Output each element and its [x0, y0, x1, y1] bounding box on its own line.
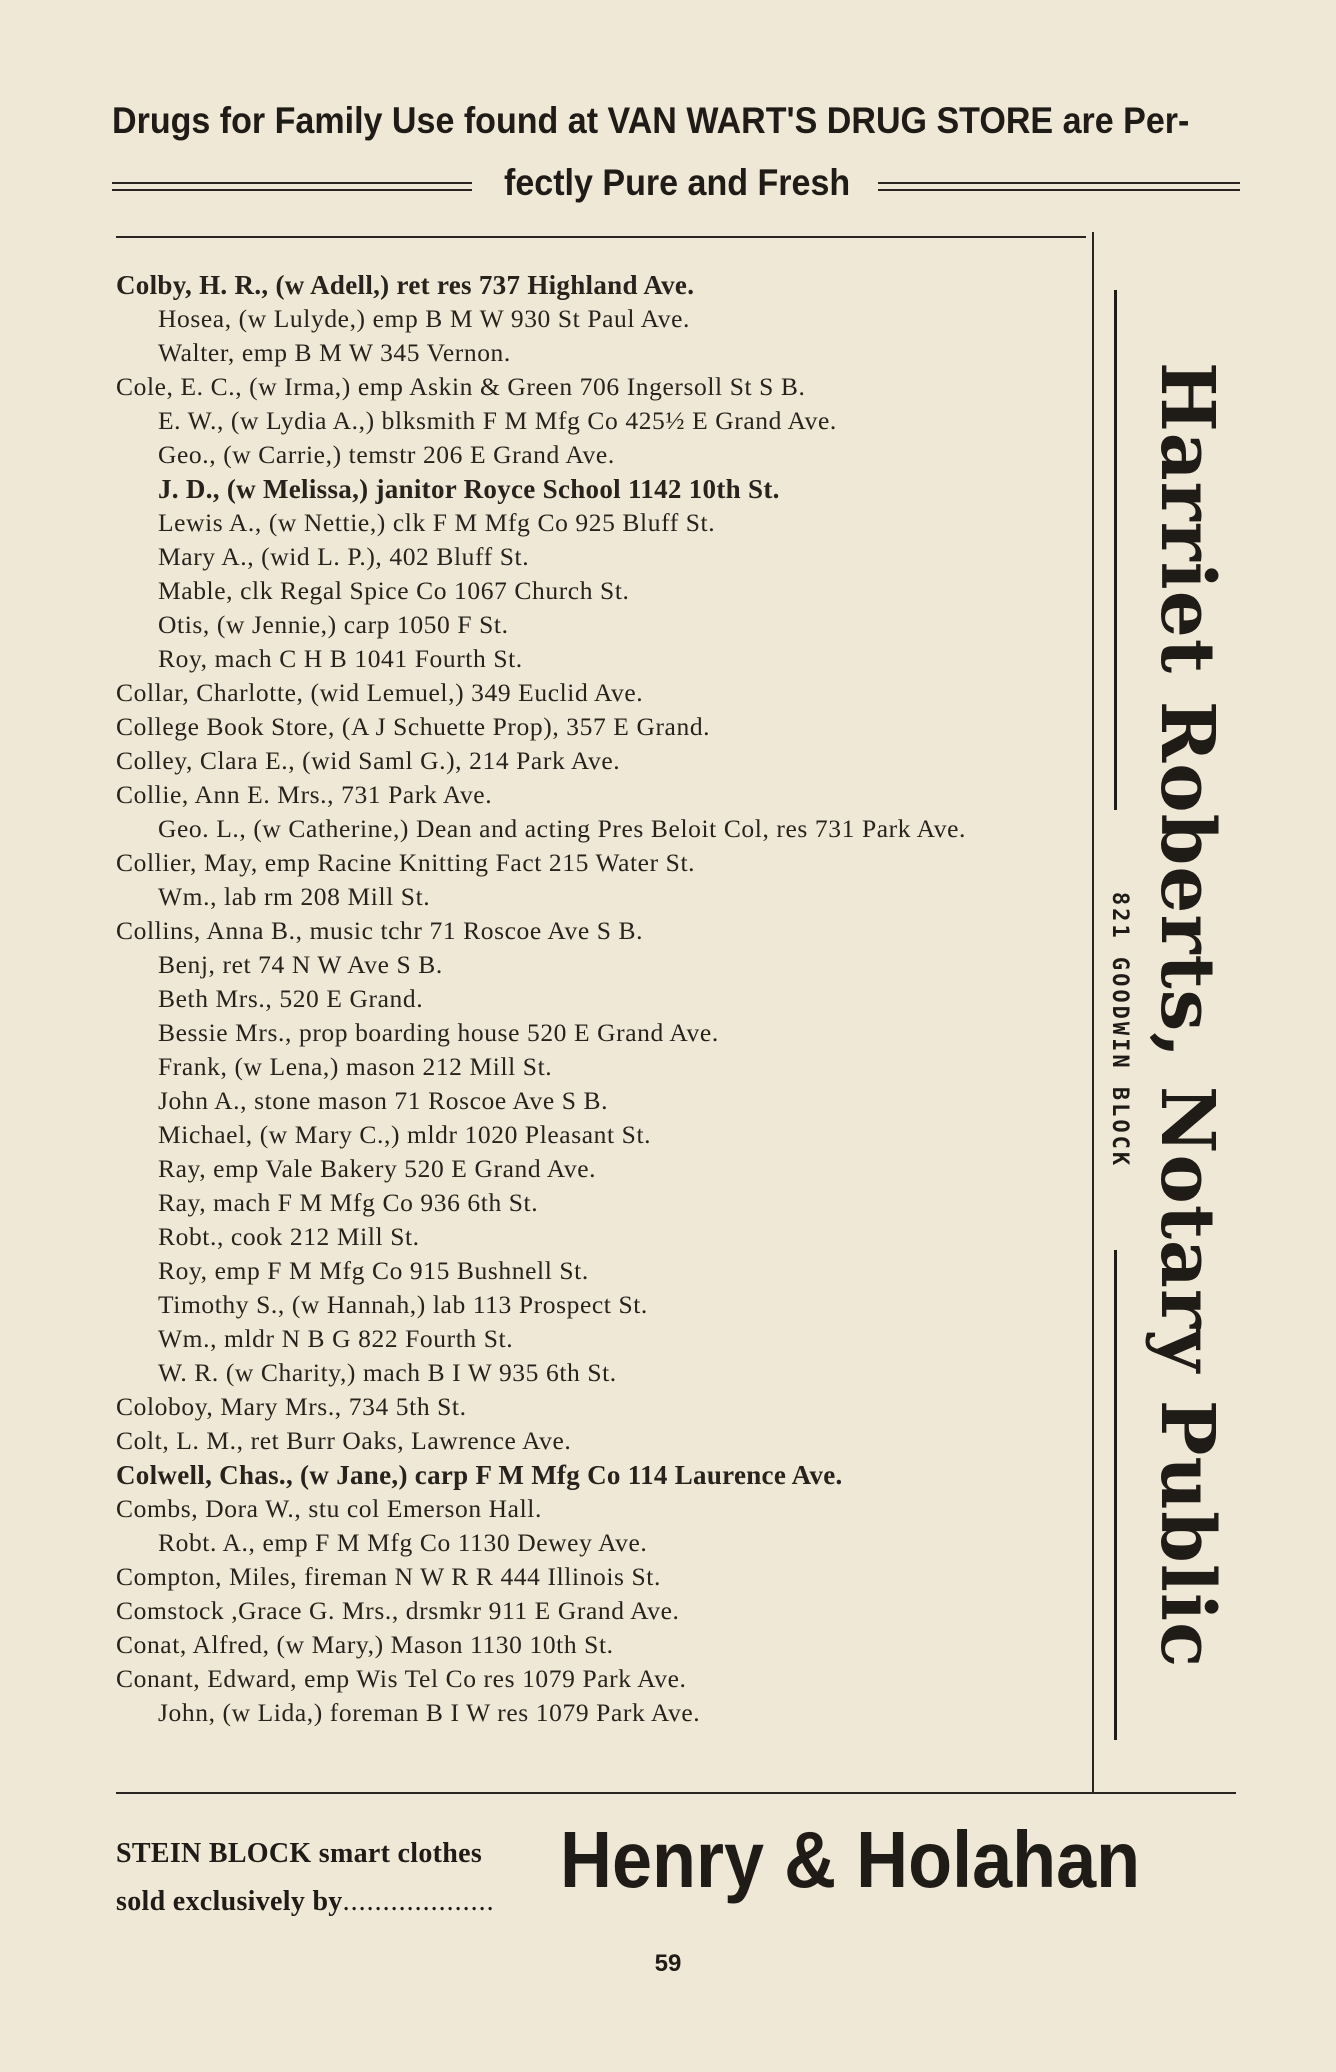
directory-entry: Frank, (w Lena,) mason 212 Mill St. [158, 1052, 553, 1081]
directory-entry: Benj, ret 74 N W Ave S B. [158, 950, 443, 979]
directory-entry: Geo. L., (w Catherine,) Dean and acting Pres Beloit Col, res 731 Park Ave. [158, 814, 967, 843]
directory-entry: Lewis A., (w Nettie,) clk F M Mfg Co 925 Bluff St. [158, 508, 716, 537]
directory-entry: W. R. (w Charity,) mach B I W 935 6th St. [158, 1358, 617, 1387]
directory-entry: Beth Mrs., 520 E Grand. [158, 984, 424, 1013]
sidebar-divider [1092, 232, 1094, 1792]
directory-entry: Conant, Edward, emp Wis Tel Co res 1079 Park Ave. [116, 1664, 687, 1693]
directory-entry: Timothy S., (w Hannah,) lab 113 Prospect St. [158, 1290, 648, 1319]
directory-entry: Wm., lab rm 208 Mill St. [158, 882, 431, 911]
header-ad-line-2: fectly Pure and Fresh [504, 162, 851, 203]
sidebar-rule-left [1114, 290, 1117, 810]
directory-entry: Combs, Dora W., stu col Emerson Hall. [116, 1494, 542, 1523]
footer-ad-left [116, 1830, 495, 1926]
directory-entry: Robt., cook 212 Mill St. [158, 1222, 420, 1251]
directory-entry: Collier, May, emp Racine Knitting Fact 215 Water St. [116, 848, 696, 877]
directory-entry: Hosea, (w Lulyde,) emp B M W 930 St Paul Ave. [158, 304, 690, 333]
directory-entry: Mable, clk Regal Spice Co 1067 Church St. [158, 576, 630, 605]
directory-entry: Colley, Clara E., (wid Saml G.), 214 Park Ave. [116, 746, 621, 775]
directory-entry: J. D., (w Melissa,) janitor Royce School 1142 10th St. [158, 474, 780, 504]
sidebar-ad [1096, 240, 1236, 1790]
footer-ad-leader-dots: ................... [342, 1886, 495, 1917]
directory-entry: Walter, emp B M W 345 Vernon. [158, 338, 511, 367]
directory-listing [116, 268, 1076, 1730]
directory-entry: Colwell, Chas., (w Jane,) carp F M Mfg Co 114 Laurence Ave. [116, 1460, 843, 1490]
footer-ad-line-2: sold exclusively by [116, 1886, 343, 1917]
directory-entry: Colby, H. R., (w Adell,) ret res 737 Highland Ave. [116, 270, 695, 300]
footer-ad-line-1: STEIN BLOCK smart clothes [116, 1838, 483, 1869]
bottom-rule [116, 1792, 1236, 1794]
directory-entry: College Book Store, (A J Schuette Prop), 357 E Grand. [116, 712, 711, 741]
directory-entry: Ray, emp Vale Bakery 520 E Grand Ave. [158, 1154, 597, 1183]
directory-entry: Compton, Miles, fireman N W R R 444 Illinois St. [116, 1562, 661, 1591]
sidebar-ad-name: Harriet Roberts, Notary Public [1144, 361, 1230, 1669]
directory-entry: John, (w Lida,) foreman B I W res 1079 Park Ave. [158, 1698, 701, 1727]
page-number: 59 [654, 1950, 682, 1977]
directory-entry: Ray, mach F M Mfg Co 936 6th St. [158, 1188, 539, 1217]
directory-entry: Collar, Charlotte, (wid Lemuel,) 349 Euclid Ave. [116, 678, 644, 707]
directory-entry: Collins, Anna B., music tchr 71 Roscoe Ave S B. [116, 916, 644, 945]
header-ad-line-2-row [112, 160, 1240, 212]
directory-entry: Comstock ,Grace G. Mrs., drsmkr 911 E Grand Ave. [116, 1596, 680, 1625]
directory-entry: E. W., (w Lydia A.,) blksmith F M Mfg Co 425½ E Grand Ave. [158, 406, 837, 435]
directory-entry: Robt. A., emp F M Mfg Co 1130 Dewey Ave. [158, 1528, 648, 1557]
directory-entry: Roy, emp F M Mfg Co 915 Bushnell St. [158, 1256, 589, 1285]
header-ad-line-1: Drugs for Family Use found at VAN WART'S DRUG STORE are Per- [112, 100, 1190, 141]
directory-entry: Bessie Mrs., prop boarding house 520 E Grand Ave. [158, 1018, 719, 1047]
directory-entry: Michael, (w Mary C.,) mldr 1020 Pleasant St. [158, 1120, 652, 1149]
directory-entry: Geo., (w Carrie,) temstr 206 E Grand Ave. [158, 440, 615, 469]
directory-entry: Coloboy, Mary Mrs., 734 5th St. [116, 1392, 467, 1421]
top-rule [116, 236, 1086, 238]
directory-entry: Roy, mach C H B 1041 Fourth St. [158, 644, 523, 673]
directory-entry: Conat, Alfred, (w Mary,) Mason 1130 10th St. [116, 1630, 614, 1659]
directory-entry: Otis, (w Jennie,) carp 1050 F St. [158, 610, 509, 639]
directory-entry: John A., stone mason 71 Roscoe Ave S B. [158, 1086, 609, 1115]
sidebar-ad-address: 821 GOODWIN BLOCK [1107, 891, 1132, 1169]
directory-entry: Mary A., (wid L. P.), 402 Bluff St. [158, 542, 530, 571]
directory-entry: Cole, E. C., (w Irma,) emp Askin & Green 706 Ingersoll St S B. [116, 372, 806, 401]
footer-ad-store-name: Henry & Holahan [560, 1815, 1141, 1904]
sidebar-rule-right [1114, 1250, 1117, 1740]
directory-entry: Wm., mldr N B G 822 Fourth St. [158, 1324, 514, 1353]
directory-entry: Collie, Ann E. Mrs., 731 Park Ave. [116, 780, 493, 809]
directory-entry: Colt, L. M., ret Burr Oaks, Lawrence Ave. [116, 1426, 572, 1455]
double-rule-left [112, 182, 472, 191]
double-rule-right [878, 182, 1240, 191]
